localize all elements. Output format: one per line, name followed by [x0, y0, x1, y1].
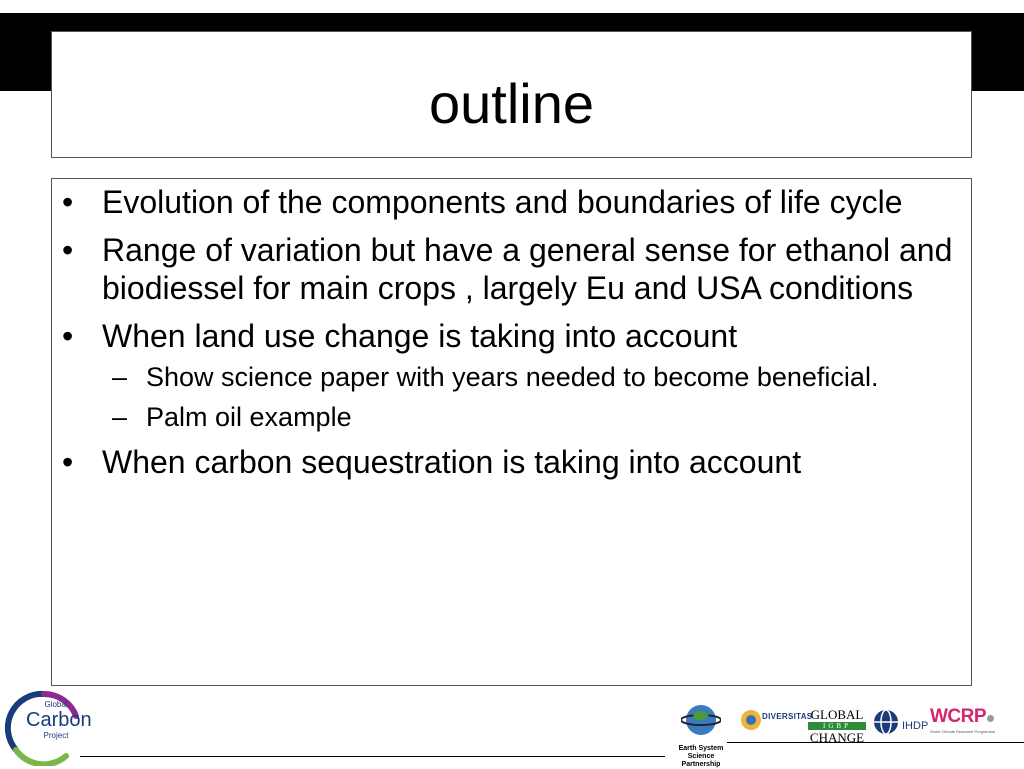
wcrp-logo	[930, 706, 1024, 734]
essp-line1: Earth System	[678, 745, 724, 752]
bullet-symbol: •	[62, 184, 74, 220]
bullet-text: When carbon sequestration is taking into account	[102, 444, 802, 480]
igbp-logo	[808, 708, 866, 744]
bullet-symbol: •	[62, 232, 74, 268]
diversitas-icon	[740, 708, 762, 732]
bullet-list	[52, 179, 971, 481]
ihdp-globe-icon	[872, 708, 900, 736]
sub-bullet-text: Palm oil example	[146, 402, 352, 432]
essp-line2: Science Partnership	[681, 753, 721, 768]
wcrp-subtitle: World Climate Research Programme	[930, 729, 996, 734]
dash-symbol: –	[112, 362, 128, 392]
gcp-line1: Global	[44, 700, 68, 709]
gcp-line2: Carbon	[26, 709, 92, 731]
bullet-item	[60, 317, 959, 433]
globe-icon	[681, 702, 721, 738]
igbp-top: GLOBAL	[810, 707, 864, 722]
ihdp-logo	[872, 708, 929, 741]
igbp-mid: IGBP	[808, 722, 866, 730]
dash-symbol: –	[112, 402, 128, 432]
ihdp-name: IHDP	[902, 720, 929, 732]
diversitas-logo	[740, 708, 813, 737]
gcp-wordmark	[26, 700, 92, 740]
gcp-line3: Project	[43, 731, 69, 740]
sub-bullet-text: Show science paper with years needed to become beneficial.	[146, 362, 879, 392]
slide-title: outline	[428, 72, 595, 135]
wcrp-dot-icon	[987, 715, 994, 722]
sub-bullet-list	[102, 361, 959, 433]
sub-bullet-item	[102, 361, 959, 393]
title-box	[51, 31, 972, 158]
essp-logo	[668, 702, 734, 769]
bullet-text: Evolution of the components and boundaries of life cycle	[102, 184, 903, 220]
bullet-item	[60, 443, 959, 481]
igbp-bottom: CHANGE	[809, 730, 865, 745]
bullet-text: When land use change is taking into account	[102, 318, 738, 354]
bullet-symbol: •	[62, 444, 74, 480]
bullet-text: Range of variation but have a general sense for ethanol and biodiessel for main crops , largely Eu and USA conditions	[102, 232, 953, 306]
bullet-symbol: •	[62, 318, 74, 354]
sub-bullet-item	[102, 401, 959, 433]
diversitas-name: DIVERSITAS	[762, 712, 813, 721]
wcrp-name: WCRP	[930, 706, 987, 727]
footer-divider-left	[80, 756, 665, 757]
bullet-item	[60, 231, 959, 307]
footer-divider-right	[727, 742, 1024, 743]
bullet-item	[60, 183, 959, 221]
content-box	[51, 178, 972, 686]
